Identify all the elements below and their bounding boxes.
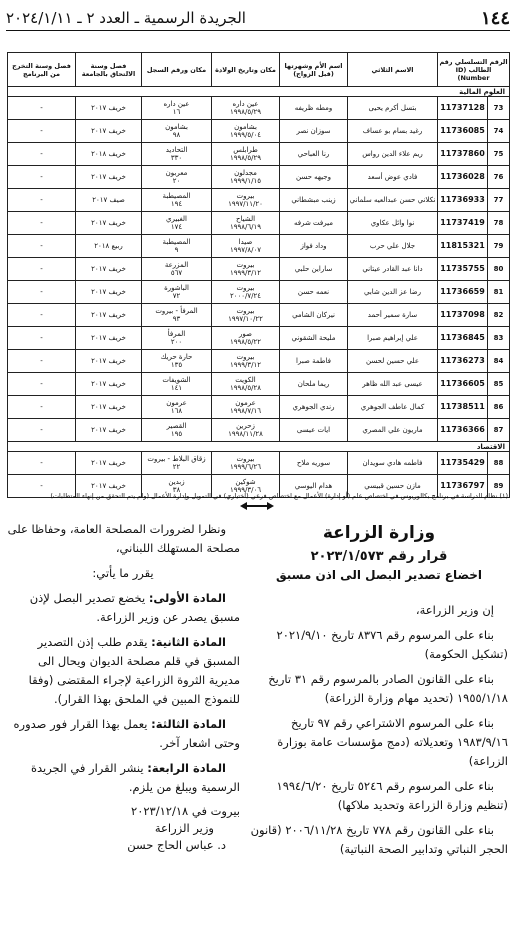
name-cell: دانا عبد القادر عيتاني	[348, 258, 438, 281]
serial-cell: 86	[488, 396, 510, 419]
mother-cell: هدام اليوسي	[280, 475, 348, 498]
graduation-cell: -	[8, 327, 76, 350]
serial-cell: 73	[488, 97, 510, 120]
cell-line: ١٦	[172, 108, 181, 116]
article-label: المادة الأولى:	[148, 591, 226, 605]
cell-line: الباشورة	[164, 284, 189, 292]
name-cell: ماريون علي المصري	[348, 419, 438, 442]
cell-line: ١٣٥	[170, 361, 183, 369]
birth-cell	[212, 373, 280, 396]
registry-cell	[142, 281, 212, 304]
enroll-cell: خريف ٢٠١٧	[76, 304, 142, 327]
enroll-cell: خريف ٢٠١٧	[76, 212, 142, 235]
enroll-cell: خريف ٢٠١٧	[76, 452, 142, 475]
graduation-cell: -	[8, 120, 76, 143]
name-cell: رغيد بسام بو عساف	[348, 120, 438, 143]
cell-line: ١٩٩٩/٣/٠٦	[229, 486, 262, 494]
article-2	[6, 633, 240, 709]
student-id-cell: 11736605	[438, 373, 488, 396]
student-id-cell: 11815321	[438, 235, 488, 258]
cell-line: ٥٦٧	[170, 269, 183, 277]
cell-line: ١٩٩٩/٣/١٢	[229, 361, 262, 369]
student-id-cell: 11735429	[438, 452, 488, 475]
student-id-cell: 11736085	[438, 120, 488, 143]
graduation-cell: -	[8, 452, 76, 475]
serial-cell: 79	[488, 235, 510, 258]
enroll-cell: خريف ٢٠١٧	[76, 373, 142, 396]
cell-line: حارة حريك	[160, 353, 193, 361]
cell-line: ١٩٩٨/٥/٢٩	[229, 154, 262, 162]
article-text: يخضع تصدير البصل لإذن مسبق يصدر عن وزير الزراعة.	[29, 591, 240, 624]
registry-cell	[142, 143, 212, 166]
enroll-cell: خريف ٢٠١٧	[76, 120, 142, 143]
serial-cell: 78	[488, 212, 510, 235]
legal-basis-clause: بناء على القانون الصادر بالمرسوم رقم ٣١ تاريخ ١٩٥٥/١/١٨ (تحديد مهام وزارة الزراعة)	[268, 672, 508, 705]
mother-cell: رنا العباحي	[280, 143, 348, 166]
cell-line: ٧٢	[172, 292, 181, 300]
cell-line: بشامون	[234, 123, 257, 131]
cell-line: صور	[239, 330, 252, 338]
table-row	[8, 235, 510, 258]
table-row	[8, 327, 510, 350]
signature-date: بيروت في ٢٠٢٣/١٢/١٨	[131, 804, 240, 818]
col-header-id: الرقم التسلسلي رقم الطالب (ID Number)	[438, 53, 510, 87]
enroll-cell: خريف ٢٠١٧	[76, 327, 142, 350]
serial-cell: 89	[488, 475, 510, 498]
mother-cell: سوزان نصر	[280, 120, 348, 143]
student-id-cell: 11736659	[438, 281, 488, 304]
table-row	[8, 350, 510, 373]
col-header-birth: مكان وتاريخ الولادة	[212, 53, 280, 87]
table-section-row	[8, 87, 510, 97]
birth-cell	[212, 212, 280, 235]
cell-line: ١٩٩٨/٥/٢٢	[229, 338, 262, 346]
cell-line: القصير	[166, 422, 187, 430]
student-id-cell: 11736028	[438, 166, 488, 189]
cell-line: معربون	[165, 169, 188, 177]
cell-line: التحاديد	[165, 146, 188, 154]
cell-line: بيروت	[236, 261, 255, 269]
student-id-cell: 11738511	[438, 396, 488, 419]
cell-line: ١٤١	[170, 384, 183, 392]
cell-line: ٢٢	[172, 463, 181, 471]
table-row	[8, 97, 510, 120]
cell-line: ١٩٩٨/١١/٢٨	[228, 430, 263, 438]
enroll-cell: خريف ٢٠١٧	[76, 258, 142, 281]
registry-cell	[142, 304, 212, 327]
cell-line: ١٩٩٨/٥/٢٨	[229, 384, 262, 392]
cell-line: ٣٣٠	[170, 154, 183, 162]
graduation-cell: -	[8, 97, 76, 120]
cell-line: زقاق البلاط - بيروت	[147, 455, 206, 463]
legal-basis-clause: بناء على المرسوم رقم ٥٢٤٦ تاريخ ١٩٩٤/٦/٢٠ (تنظيم وزارة الزراعة وتحديد ملاكها)	[276, 779, 508, 812]
graduation-cell: -	[8, 396, 76, 419]
name-cell: رضا عز الدين شابي	[348, 281, 438, 304]
registry-cell	[142, 327, 212, 350]
students-table	[8, 52, 510, 498]
cell-line: زحرين	[236, 422, 255, 430]
article-text: ينشر القرار في الجريدة الرسمية ويبلغ من يلزم.	[30, 761, 240, 794]
cell-line: عرمون	[235, 399, 256, 407]
article-3	[6, 715, 240, 753]
mother-cell: وجيهه حسن	[280, 166, 348, 189]
student-id-cell: 11736366	[438, 419, 488, 442]
name-cell: جلال علي حرب	[348, 235, 438, 258]
cell-line: المرفأ - بيروت	[155, 307, 198, 315]
cell-line: زبدين	[168, 478, 185, 486]
registry-cell	[142, 396, 212, 419]
cell-line: بيروت	[236, 353, 255, 361]
cell-line: ١٩٩٨/٧/١٦	[229, 407, 262, 415]
table-row	[8, 166, 510, 189]
cell-line: ٩	[174, 246, 179, 254]
birth-cell	[212, 235, 280, 258]
name-cell: كمال عاطف الجوهري	[348, 396, 438, 419]
cell-line: عرمون	[166, 399, 187, 407]
article-text: يقدم طلب إذن التصدير المسبق في قلم مصلحة الديوان ويحال الى مديرية الثروة الزراعية لإجراء المقتضى (وفقا للنموذج المبين في الملحق بهذا القرار).	[28, 635, 240, 706]
signer-name: د. عباس الحاج حسن	[127, 838, 226, 852]
table-section-row	[8, 442, 510, 452]
cell-line: بشامون	[165, 123, 188, 131]
name-cell: علي إبراهيم صبرا	[348, 327, 438, 350]
table-row	[8, 212, 510, 235]
graduation-cell: -	[8, 235, 76, 258]
student-id-cell: 11736845	[438, 327, 488, 350]
double-arrow-icon	[240, 502, 274, 510]
enroll-cell: خريف ٢٠١٧	[76, 396, 142, 419]
birth-cell	[212, 350, 280, 373]
name-cell: بتسل أكرم يحيى	[348, 97, 438, 120]
birth-cell	[212, 419, 280, 442]
student-id-cell: 11736933	[438, 189, 488, 212]
section-title: العلوم المالية	[8, 87, 510, 97]
decision-number: قرار رقم ٢٠٢٣/١/٥٧٣	[310, 549, 448, 564]
cell-line: ٩٨	[172, 131, 181, 139]
table-row	[8, 189, 510, 212]
gazette-title: الجريدة الرسمية ـ العدد ٢ ـ ٢٠٢٤/١/١١	[6, 9, 246, 27]
serial-cell: 88	[488, 452, 510, 475]
col-header-graduation: فصل وسنة التخرج من البرنامج	[8, 53, 76, 87]
serial-cell: 84	[488, 350, 510, 373]
cell-line: ١٦٨	[170, 407, 183, 415]
cell-line: المرفأ	[167, 330, 186, 338]
mother-cell: نعمه حسن	[280, 281, 348, 304]
name-cell: فادي عوض أسعد	[348, 166, 438, 189]
registry-cell	[142, 97, 212, 120]
birth-cell	[212, 304, 280, 327]
serial-cell: 80	[488, 258, 510, 281]
graduation-cell: -	[8, 212, 76, 235]
student-id-cell: 11737860	[438, 143, 488, 166]
student-id-cell: 11737128	[438, 97, 488, 120]
name-cell: فاطمه هادي سويدان	[348, 452, 438, 475]
registry-cell	[142, 373, 212, 396]
decision-intro: إن وزير الزراعة،	[415, 603, 494, 617]
table-row	[8, 143, 510, 166]
table-row	[8, 373, 510, 396]
col-header-name: الاسم الثلاثي	[348, 53, 438, 87]
cell-line: طرابلس	[233, 146, 258, 154]
birth-cell	[212, 281, 280, 304]
article-label: المادة الثالثة:	[151, 717, 226, 731]
cell-line: الكويت	[235, 376, 256, 384]
cell-line: الشياح	[235, 215, 256, 223]
cell-line: الشويفات	[162, 376, 191, 384]
enroll-cell: خريف ٢٠١٨	[76, 143, 142, 166]
cell-line: بيروت	[236, 307, 255, 315]
registry-cell	[142, 452, 212, 475]
preamble: ونظرا لضرورات المصلحة العامة، وحفاظا على مصلحة المستهلك اللبناني،	[7, 522, 240, 555]
graduation-cell: -	[8, 143, 76, 166]
student-id-cell: 11737419	[438, 212, 488, 235]
cell-line: ١٩٩٧/١١/٢٠	[228, 200, 263, 208]
cell-line: ١٩٩٩/٥/٠٤	[229, 131, 262, 139]
graduation-cell: -	[8, 304, 76, 327]
table-row	[8, 281, 510, 304]
enroll-cell: خريف ٢٠١٧	[76, 350, 142, 373]
article-label: المادة الرابعة:	[147, 761, 226, 775]
birth-cell	[212, 189, 280, 212]
name-cell: علي حسين لحسن	[348, 350, 438, 373]
serial-cell: 74	[488, 120, 510, 143]
mother-cell: ميرفت شرفه	[280, 212, 348, 235]
graduation-cell: -	[8, 475, 76, 498]
cell-line: ١٩٩٧/٨/٠٧	[229, 246, 262, 254]
article-label: المادة الثانية:	[151, 635, 226, 649]
mother-cell: نيركان الشامي	[280, 304, 348, 327]
table-row	[8, 452, 510, 475]
cell-line: ١٩٩٩/١/١٥	[229, 177, 262, 185]
registry-cell	[142, 235, 212, 258]
cell-line: عين داره	[232, 100, 259, 108]
graduation-cell: -	[8, 419, 76, 442]
col-header-registry: مكان ورقم السجل	[142, 53, 212, 87]
table-footnote: (١) نظام الدراسة في برنامج بكالوريوس في اختصاص علم (أو إدارة) الأعمال مع اختصاص فرعي (اختياري) في التمويل وإدارة الأعمال (ولم يتم التحقق من إنهاء المتطلبات)	[50, 492, 508, 500]
cell-line: ١٧٤	[170, 223, 183, 231]
serial-cell: 87	[488, 419, 510, 442]
table-row	[8, 304, 510, 327]
signer-title: وزير الزراعة	[154, 821, 214, 835]
birth-cell	[212, 166, 280, 189]
cell-line: ٢٠٠٠/٧/٢٤	[229, 292, 262, 300]
birth-cell	[212, 327, 280, 350]
enroll-cell: ربيع ٢٠١٨	[76, 235, 142, 258]
serial-cell: 77	[488, 189, 510, 212]
page-number: ١٤٤	[480, 7, 510, 29]
signature-block	[6, 803, 240, 854]
cell-line: ١٩٩٩/٦/٢٦	[229, 463, 262, 471]
serial-cell: 82	[488, 304, 510, 327]
registry-cell	[142, 258, 212, 281]
registry-cell	[142, 166, 212, 189]
graduation-cell: -	[8, 189, 76, 212]
name-cell: نكلاني حسن عبدالعيه سلماني	[348, 189, 438, 212]
decides-line: يقرر ما يأتي:	[92, 566, 154, 580]
cell-line: ٢٠	[172, 177, 181, 185]
mother-cell: ايات عيسى	[280, 419, 348, 442]
enroll-cell: خريف ٢٠١٧	[76, 475, 142, 498]
registry-cell	[142, 350, 212, 373]
page-header	[6, 6, 510, 31]
cell-line: المزرعة	[164, 261, 189, 269]
birth-cell	[212, 396, 280, 419]
mother-cell: زينب مبشطاني	[280, 189, 348, 212]
serial-cell: 85	[488, 373, 510, 396]
student-id-cell: 11736273	[438, 350, 488, 373]
student-id-cell: 11736797	[438, 475, 488, 498]
mother-cell: فاطمة صبرا	[280, 350, 348, 373]
student-id-cell: 11735755	[438, 258, 488, 281]
col-header-enroll: فصل وسنة الالتحاق بالجامعة	[76, 53, 142, 87]
registry-cell	[142, 212, 212, 235]
enroll-cell: خريف ٢٠١٧	[76, 281, 142, 304]
birth-cell	[212, 120, 280, 143]
cell-line: بيروت	[236, 284, 255, 292]
registry-cell	[142, 419, 212, 442]
graduation-cell: -	[8, 258, 76, 281]
cell-line: ٩٣	[172, 315, 181, 323]
cell-line: المصيطبة	[162, 238, 191, 246]
col-header-mother: اسم الأم وشهرتها (قبل الزواج)	[280, 53, 348, 87]
section-title: الاقتصاد	[8, 442, 510, 452]
table-row	[8, 396, 510, 419]
registry-cell	[142, 120, 212, 143]
decision-left-column	[6, 520, 240, 854]
name-cell: سارة سمير أحمد	[348, 304, 438, 327]
mother-cell: ومطه ظريفه	[280, 97, 348, 120]
serial-cell: 83	[488, 327, 510, 350]
cell-line: شوكين	[235, 478, 256, 486]
birth-cell	[212, 452, 280, 475]
cell-line: ١٩٥	[170, 430, 183, 438]
legal-basis-clause: بناء على المرسوم رقم ٨٣٧٦ تاريخ ٢٠٢١/٩/١٠ (تشكيل الحكومة)	[276, 628, 508, 661]
cell-line: مجدلون	[234, 169, 257, 177]
cell-line: ١٩٤	[170, 200, 183, 208]
article-4	[6, 759, 240, 797]
student-id-cell: 11737098	[438, 304, 488, 327]
name-cell: عيسى عبد الله ظاهر	[348, 373, 438, 396]
mother-cell: ريما ملحان	[280, 373, 348, 396]
graduation-cell: -	[8, 166, 76, 189]
table-row	[8, 419, 510, 442]
birth-cell	[212, 258, 280, 281]
table-row	[8, 120, 510, 143]
legal-basis-clause: بناء على المرسوم الاشتراعي رقم ٩٧ تاريخ ١٩٨٣/٩/١٦ وتعديلاته (دمج مؤسسات عامة بوزارة الزراعة)	[277, 716, 508, 768]
birth-cell	[212, 143, 280, 166]
name-cell: نوا وائل عكاوي	[348, 212, 438, 235]
ministry-title: وزارة الزراعة	[322, 523, 436, 543]
enroll-cell: خريف ٢٠١٧	[76, 166, 142, 189]
article-text: يعمل بهذا القرار فور صدوره وحتى اشعار آخر.	[13, 717, 240, 750]
enroll-cell: صيف ٢٠١٧	[76, 189, 142, 212]
mother-cell: ساراين حلبي	[280, 258, 348, 281]
cell-line: بيروت	[236, 192, 255, 200]
cell-line: ٣٨	[172, 486, 181, 494]
name-cell: ريم علاء الدين رواس	[348, 143, 438, 166]
graduation-cell: -	[8, 350, 76, 373]
table-header-row	[8, 53, 510, 87]
graduation-cell: -	[8, 281, 76, 304]
mother-cell: وداد فواز	[280, 235, 348, 258]
mother-cell: مليحة الشقوني	[280, 327, 348, 350]
graduation-cell: -	[8, 373, 76, 396]
serial-cell: 75	[488, 143, 510, 166]
decision-subject: اخضاع تصدير البصل الى اذن مسبق	[275, 568, 483, 582]
cell-line: ١٩٩٩/٣/١٢	[229, 269, 262, 277]
birth-cell	[212, 97, 280, 120]
legal-basis-clause: بناء على القانون رقم ٧٧٨ تاريخ ٢٠٠٦/١١/٢٨ (قانون الحجر النباتي وتدابير الصحة النباتية)	[250, 823, 508, 856]
cell-line: ٢٠٠	[170, 338, 183, 346]
table-row	[8, 258, 510, 281]
cell-line: صيدا	[238, 238, 253, 246]
enroll-cell: خريف ٢٠١٧	[76, 97, 142, 120]
cell-line: ١٩٩٧/١٠/٢٢	[228, 315, 263, 323]
cell-line: المصيطبة	[162, 192, 191, 200]
decision-right-column	[250, 520, 508, 865]
mother-cell: سوريه ملاح	[280, 452, 348, 475]
cell-line: الغبيري	[165, 215, 188, 223]
mother-cell: رندي الجوهري	[280, 396, 348, 419]
cell-line: بيروت	[236, 455, 255, 463]
enroll-cell: خريف ٢٠١٧	[76, 419, 142, 442]
cell-line: ١٩٩٨/٦/١٩	[229, 223, 262, 231]
serial-cell: 76	[488, 166, 510, 189]
name-cell: مازن حسين قبيسي	[348, 475, 438, 498]
serial-cell: 81	[488, 281, 510, 304]
registry-cell	[142, 189, 212, 212]
cell-line: عين داره	[163, 100, 190, 108]
cell-line: ١٩٩٨/٥/٢٩	[229, 108, 262, 116]
article-1	[6, 589, 240, 627]
